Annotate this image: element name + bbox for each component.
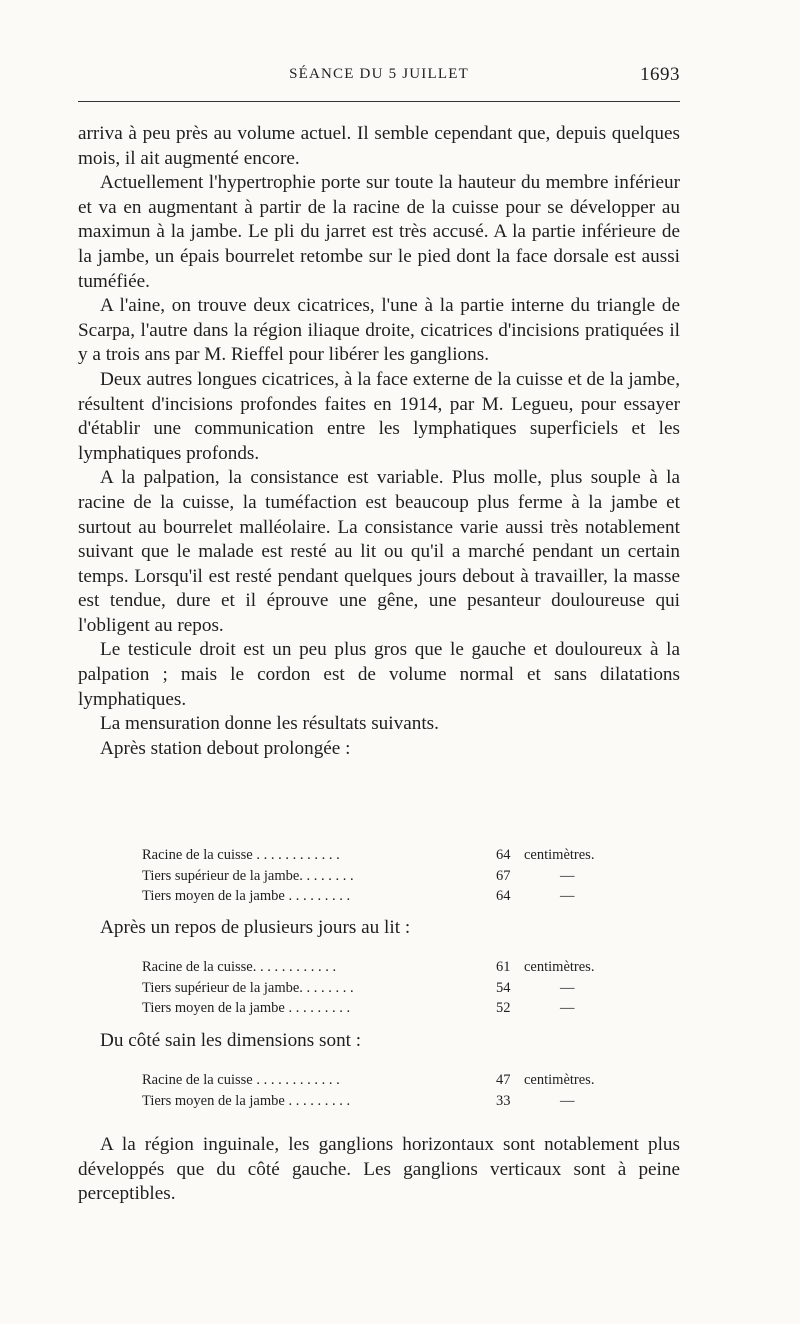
measurement-row <box>142 866 662 887</box>
paragraph: A la palpation, la consistance est variable. Plus molle, plus souple à la racine de la cuisse, la tuméfaction est beaucoup plus ferme à la jambe et surtout au bourrelet malléolaire. La consistance varie aussi très notablement suivant que le malade est resté au lit ou qu'il a marché pendant un certain temps. Lorsqu'il est resté pendant quelques jours debout à travailler, la masse est tendue, dure et il éprouve une gêne, une pesanteur douloureuse qui l'obligent au repos. <box>78 467 680 636</box>
paragraph: Actuellement l'hypertrophie porte sur toute la hauteur du membre inférieur et va en augmentant à partir de la racine de la cuisse pour se développer au maximun à la jambe. Le pli du jarret est très accusé. A la partie inférieure de la jambe, un épais bourrelet retombe sur le pied dont la face dorsale est aussi tuméfiée. <box>78 172 680 292</box>
measurement-unit: — <box>560 888 575 904</box>
measurement-label: Tiers supérieur de la jambe. . . . . . . . <box>142 979 354 996</box>
running-title: SÉANCE DU 5 JUILLET <box>289 66 469 82</box>
paragraph: Le testicule droit est un peu plus gros que le gauche et douloureux à la palpation ; mais le cordon est de volume normal et sans dilatations lymphatiques. <box>78 639 680 710</box>
paragraph: Deux autres longues cicatrices, à la face externe de la cuisse et de la jambe, résultent d'incisions profondes faites en 1914, par M. Legueu, pour essayer d'établir une communication entre les lymphatiques superficiels et les lymphatiques profonds. <box>78 368 680 464</box>
measurement-row <box>142 1091 662 1112</box>
measurement-unit: — <box>560 979 575 996</box>
measurement-label: Racine de la cuisse . . . . . . . . . . . . <box>142 847 340 863</box>
measurement-value: 67 <box>496 867 511 884</box>
measurement-label: Tiers moyen de la jambe . . . . . . . . . <box>142 888 351 904</box>
healthy-heading: Du côté sain les dimensions sont : <box>100 1030 362 1051</box>
measurement-value: 61 <box>496 959 511 975</box>
page-header <box>78 64 680 88</box>
measurement-value: 64 <box>496 888 511 904</box>
paragraph: A la région inguinale, les ganglions horizontaux sont notablement plus développés que du côté gauche. Les ganglions verticaux sont à peine perceptibles. <box>78 1134 680 1205</box>
measurement-row <box>142 998 662 1019</box>
measurement-value: 54 <box>496 979 511 996</box>
final-text <box>78 1133 680 1207</box>
page-number: 1693 <box>640 64 680 85</box>
measurement-table-healthy <box>142 1070 662 1111</box>
measurement-row <box>142 845 662 866</box>
measurement-label: Tiers supérieur de la jambe. . . . . . . . <box>142 867 354 884</box>
measurement-value: 64 <box>496 847 511 863</box>
measurement-label: Tiers moyen de la jambe . . . . . . . . . <box>142 1000 351 1016</box>
measurement-value: 47 <box>496 1072 511 1088</box>
measurement-unit: centimètres. <box>524 847 595 863</box>
measurement-label: Tiers moyen de la jambe . . . . . . . . . <box>142 1092 351 1109</box>
paragraph: arriva à peu près au volume actuel. Il semble cependant que, depuis quelques mois, il ait augmenté encore. <box>78 123 680 169</box>
rest-heading: Après un repos de plusieurs jours au lit : <box>100 917 411 938</box>
paragraph: Après station debout prolongée : <box>100 737 351 759</box>
measurement-row <box>142 1070 662 1091</box>
measurement-value: 33 <box>496 1092 511 1109</box>
measurement-unit: — <box>560 867 575 884</box>
paragraph: La mensuration donne les résultats suivants. <box>100 713 439 735</box>
measurement-value: 52 <box>496 1000 511 1016</box>
measurement-row <box>142 886 662 907</box>
measurement-table-standing <box>142 845 662 907</box>
measurement-unit: centimètres. <box>524 1072 595 1088</box>
measurement-row <box>142 957 662 978</box>
measurement-unit: — <box>560 1000 575 1016</box>
header-rule <box>78 101 680 102</box>
measurement-label: Racine de la cuisse . . . . . . . . . . . . <box>142 1072 340 1088</box>
measurement-label: Racine de la cuisse. . . . . . . . . . . . <box>142 959 337 975</box>
paragraph: A l'aine, on trouve deux cicatrices, l'une à la partie interne du triangle de Scarpa, l'autre dans la région iliaque droite, cicatrices d'incisions pratiquées il y a trois ans par M. Rieffel pour libérer les ganglions. <box>78 295 680 366</box>
measurement-table-rest <box>142 957 662 1019</box>
measurement-unit: centimètres. <box>524 959 595 975</box>
body-text <box>78 122 680 761</box>
measurement-unit: — <box>560 1092 575 1109</box>
measurement-row <box>142 978 662 999</box>
